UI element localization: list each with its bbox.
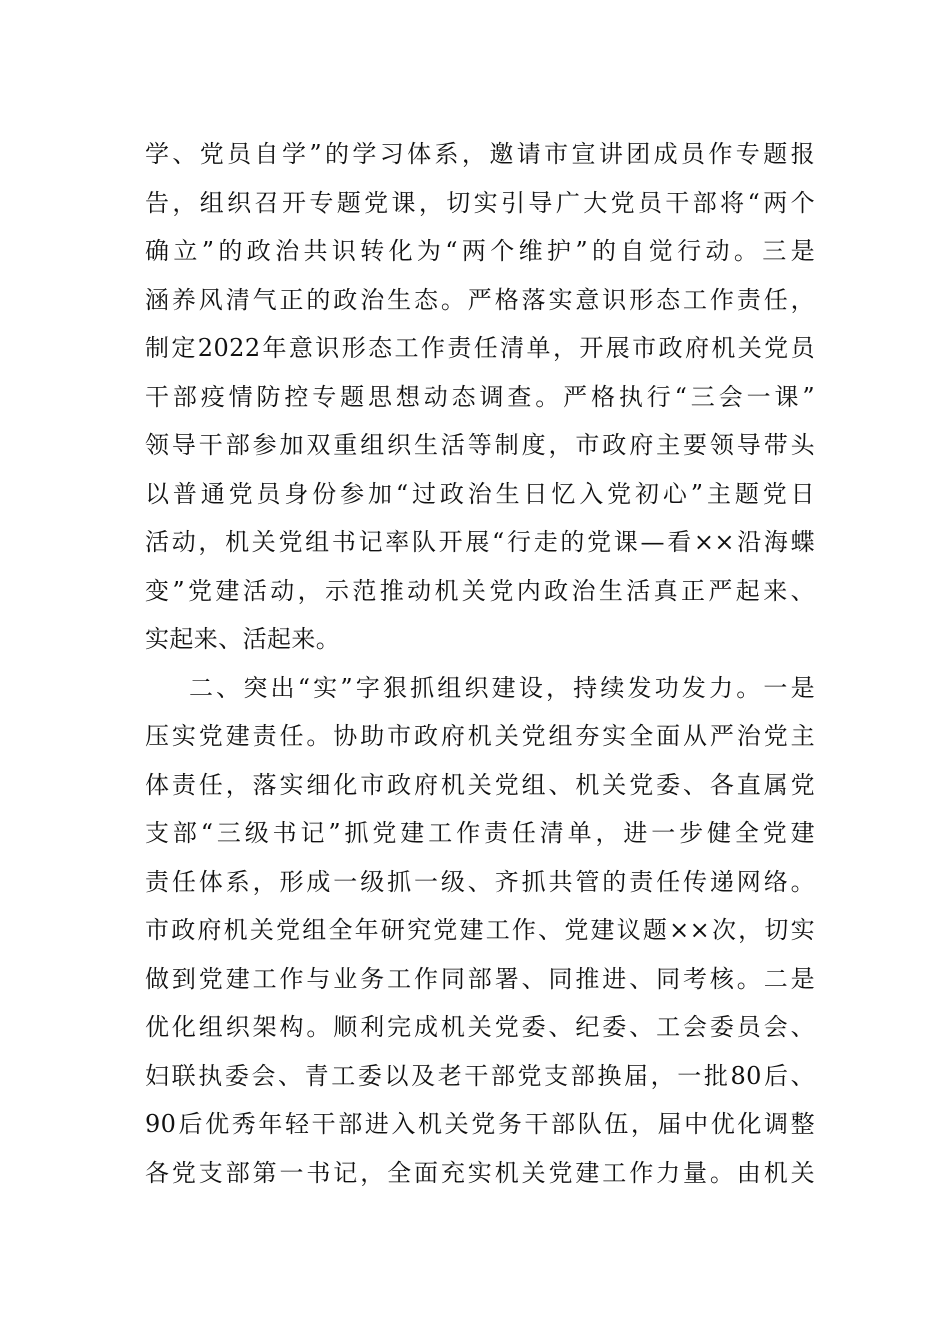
text-line: 责任体系，形成一级抓一级、齐抓共管的责任传递网络。 bbox=[145, 867, 815, 896]
text-line: 90后优秀年轻干部进入机关党务干部队伍，届中优化调整 bbox=[145, 1110, 815, 1138]
text-line: 领导干部参加双重组织生活等制度，市政府主要领导带头 bbox=[145, 431, 815, 459]
text-line: 变”党建活动，示范推动机关党内政治生活真正严起来、 bbox=[145, 576, 815, 605]
text-line: 做到党建工作与业务工作同部署、同推进、同考核。二是 bbox=[145, 964, 815, 993]
text-line: 活动，机关党组书记率队开展“行走的党课—看××沿海蝶 bbox=[145, 528, 815, 556]
text-line: 制定2022年意识形态工作责任清单，开展市政府机关党员 bbox=[145, 334, 815, 362]
text-line: 妇联执委会、青工委以及老干部党支部换届，一批80后、 bbox=[145, 1061, 815, 1090]
text-line: 各党支部第一书记，全面充实机关党建工作力量。由机关 bbox=[145, 1158, 815, 1187]
text-line: 优化组织架构。顺利完成机关党委、纪委、工会委员会、 bbox=[145, 1013, 815, 1041]
text-line: 体责任，落实细化市政府机关党组、机关党委、各直属党 bbox=[145, 770, 815, 799]
text-line: 确立”的政治共识转化为“两个维护”的自觉行动。三是 bbox=[145, 237, 815, 265]
text-line: 支部“三级书记”抓党建工作责任清单，进一步健全党建 bbox=[145, 819, 815, 847]
text-line: 压实党建责任。协助市政府机关党组夯实全面从严治党主 bbox=[145, 722, 815, 750]
text-line: 涵养风清气正的政治生态。严格落实意识形态工作责任， bbox=[145, 285, 815, 314]
text-line: 以普通党员身份参加“过政治生日忆入党初心”主题党日 bbox=[145, 479, 815, 508]
text-line: 告，组织召开专题党课，切实引导广大党员干部将“两个 bbox=[145, 188, 815, 217]
text-line: 干部疫情防控专题思想动态调查。严格执行“三会一课” bbox=[145, 382, 815, 411]
paragraph-start-line: 二、突出“实”字狠抓组织建设，持续发功发力。一是 bbox=[189, 673, 815, 702]
paragraph-end-line: 实起来、活起来。 bbox=[145, 625, 341, 653]
body-text bbox=[145, 130, 815, 1197]
text-line: 市政府机关党组全年研究党建工作、党建议题××次，切实 bbox=[145, 916, 815, 944]
text-line: 学、党员自学”的学习体系，邀请市宣讲团成员作专题报 bbox=[145, 140, 815, 168]
